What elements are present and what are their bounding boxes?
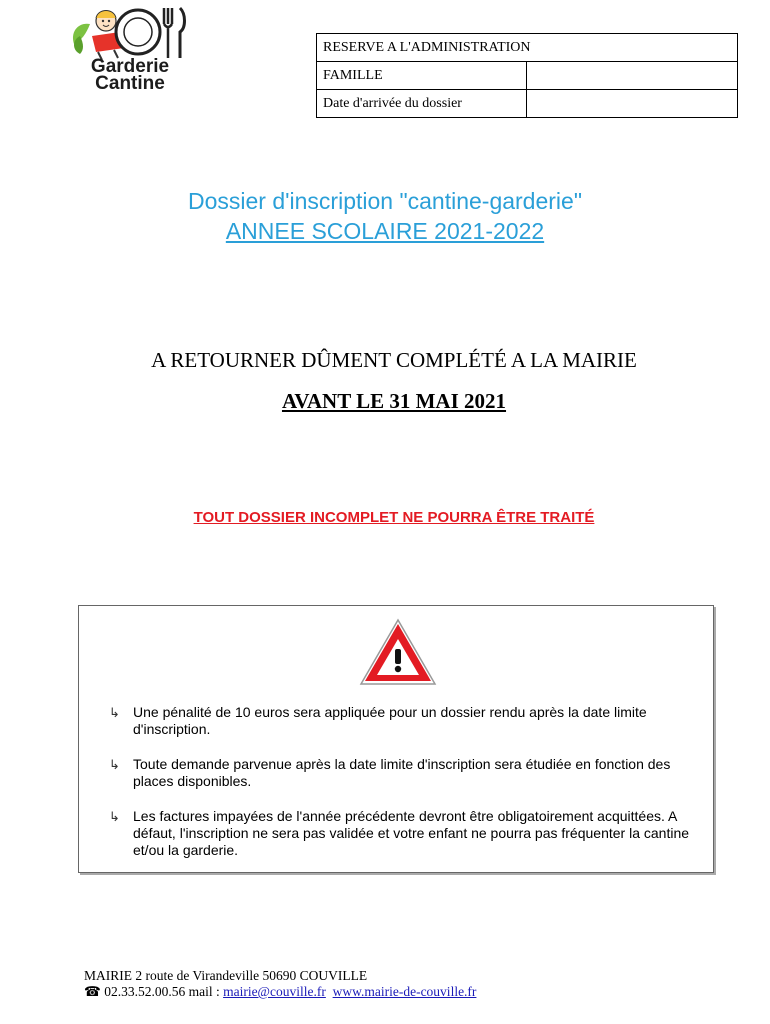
notice-list [107,704,703,877]
garderie-cantine-logo [68,4,188,94]
admin-label-famille: FAMILLE [317,62,527,90]
admin-label-date: Date d'arrivée du dossier [317,90,527,118]
arrow-bullet-icon: ↳ [109,705,120,720]
title-line-1: Dossier d'inscription "cantine-garderie" [187,188,582,214]
arrow-bullet-icon: ↳ [109,809,120,824]
arrow-bullet-icon: ↳ [109,757,120,772]
logo-line-garderie: Garderie [90,56,170,77]
admin-header-row [317,34,738,62]
website-link[interactable]: www.mairie-de-couville.fr [332,984,477,999]
notice-box [78,605,714,873]
admin-row-date [317,90,738,118]
admin-header: RESERVE A L'ADMINISTRATION [317,34,738,62]
title-line-2: ANNEE SCOLAIRE 2021-2022 [225,218,545,244]
footer-phone: 02.33.52.00.56 mail : [100,984,224,999]
footer [84,968,476,1000]
notice-text: Les factures impayées de l'année précédente devront être obligatoirement acquittées. A défaut, l'inscription ne sera pas validée et votre enfant ne pourra pas fréquenter la cantine et/ou la garderie. [133,808,690,858]
footer-contact [84,984,476,1000]
logo-text [78,58,182,92]
notice-text: Toute demande parvenue après la date limite d'inscription sera étudiée en fonction des places disponibles. [133,756,671,789]
notice-item [107,704,703,738]
admin-value-famille[interactable] [527,62,738,90]
admin-value-date[interactable] [527,90,738,118]
admin-row-famille [317,62,738,90]
deadline: AVANT LE 31 MAI 2021 [281,389,507,413]
email-link[interactable]: mairie@couville.fr [223,984,326,999]
incomplete-warning: TOUT DOSSIER INCOMPLET NE POURRA ÊTRE TRAITÉ [193,509,595,526]
logo-line-cantine: Cantine [95,73,165,94]
notice-text: Une pénalité de 10 euros sera appliquée pour un dossier rendu après la date limite d'inscription. [133,704,647,737]
phone-icon: ☎ [84,984,101,999]
return-instruction: A RETOURNER DÛMENT COMPLÉTÉ A LA MAIRIE [151,348,637,372]
notice-item [107,756,703,790]
footer-address: MAIRIE 2 route de Virandeville 50690 COUVILLE [84,968,368,983]
warning-triangle-icon [358,617,438,687]
document-title [0,186,770,246]
notice-item [107,808,703,859]
logo-illustration [68,4,188,62]
admin-table [316,33,738,118]
